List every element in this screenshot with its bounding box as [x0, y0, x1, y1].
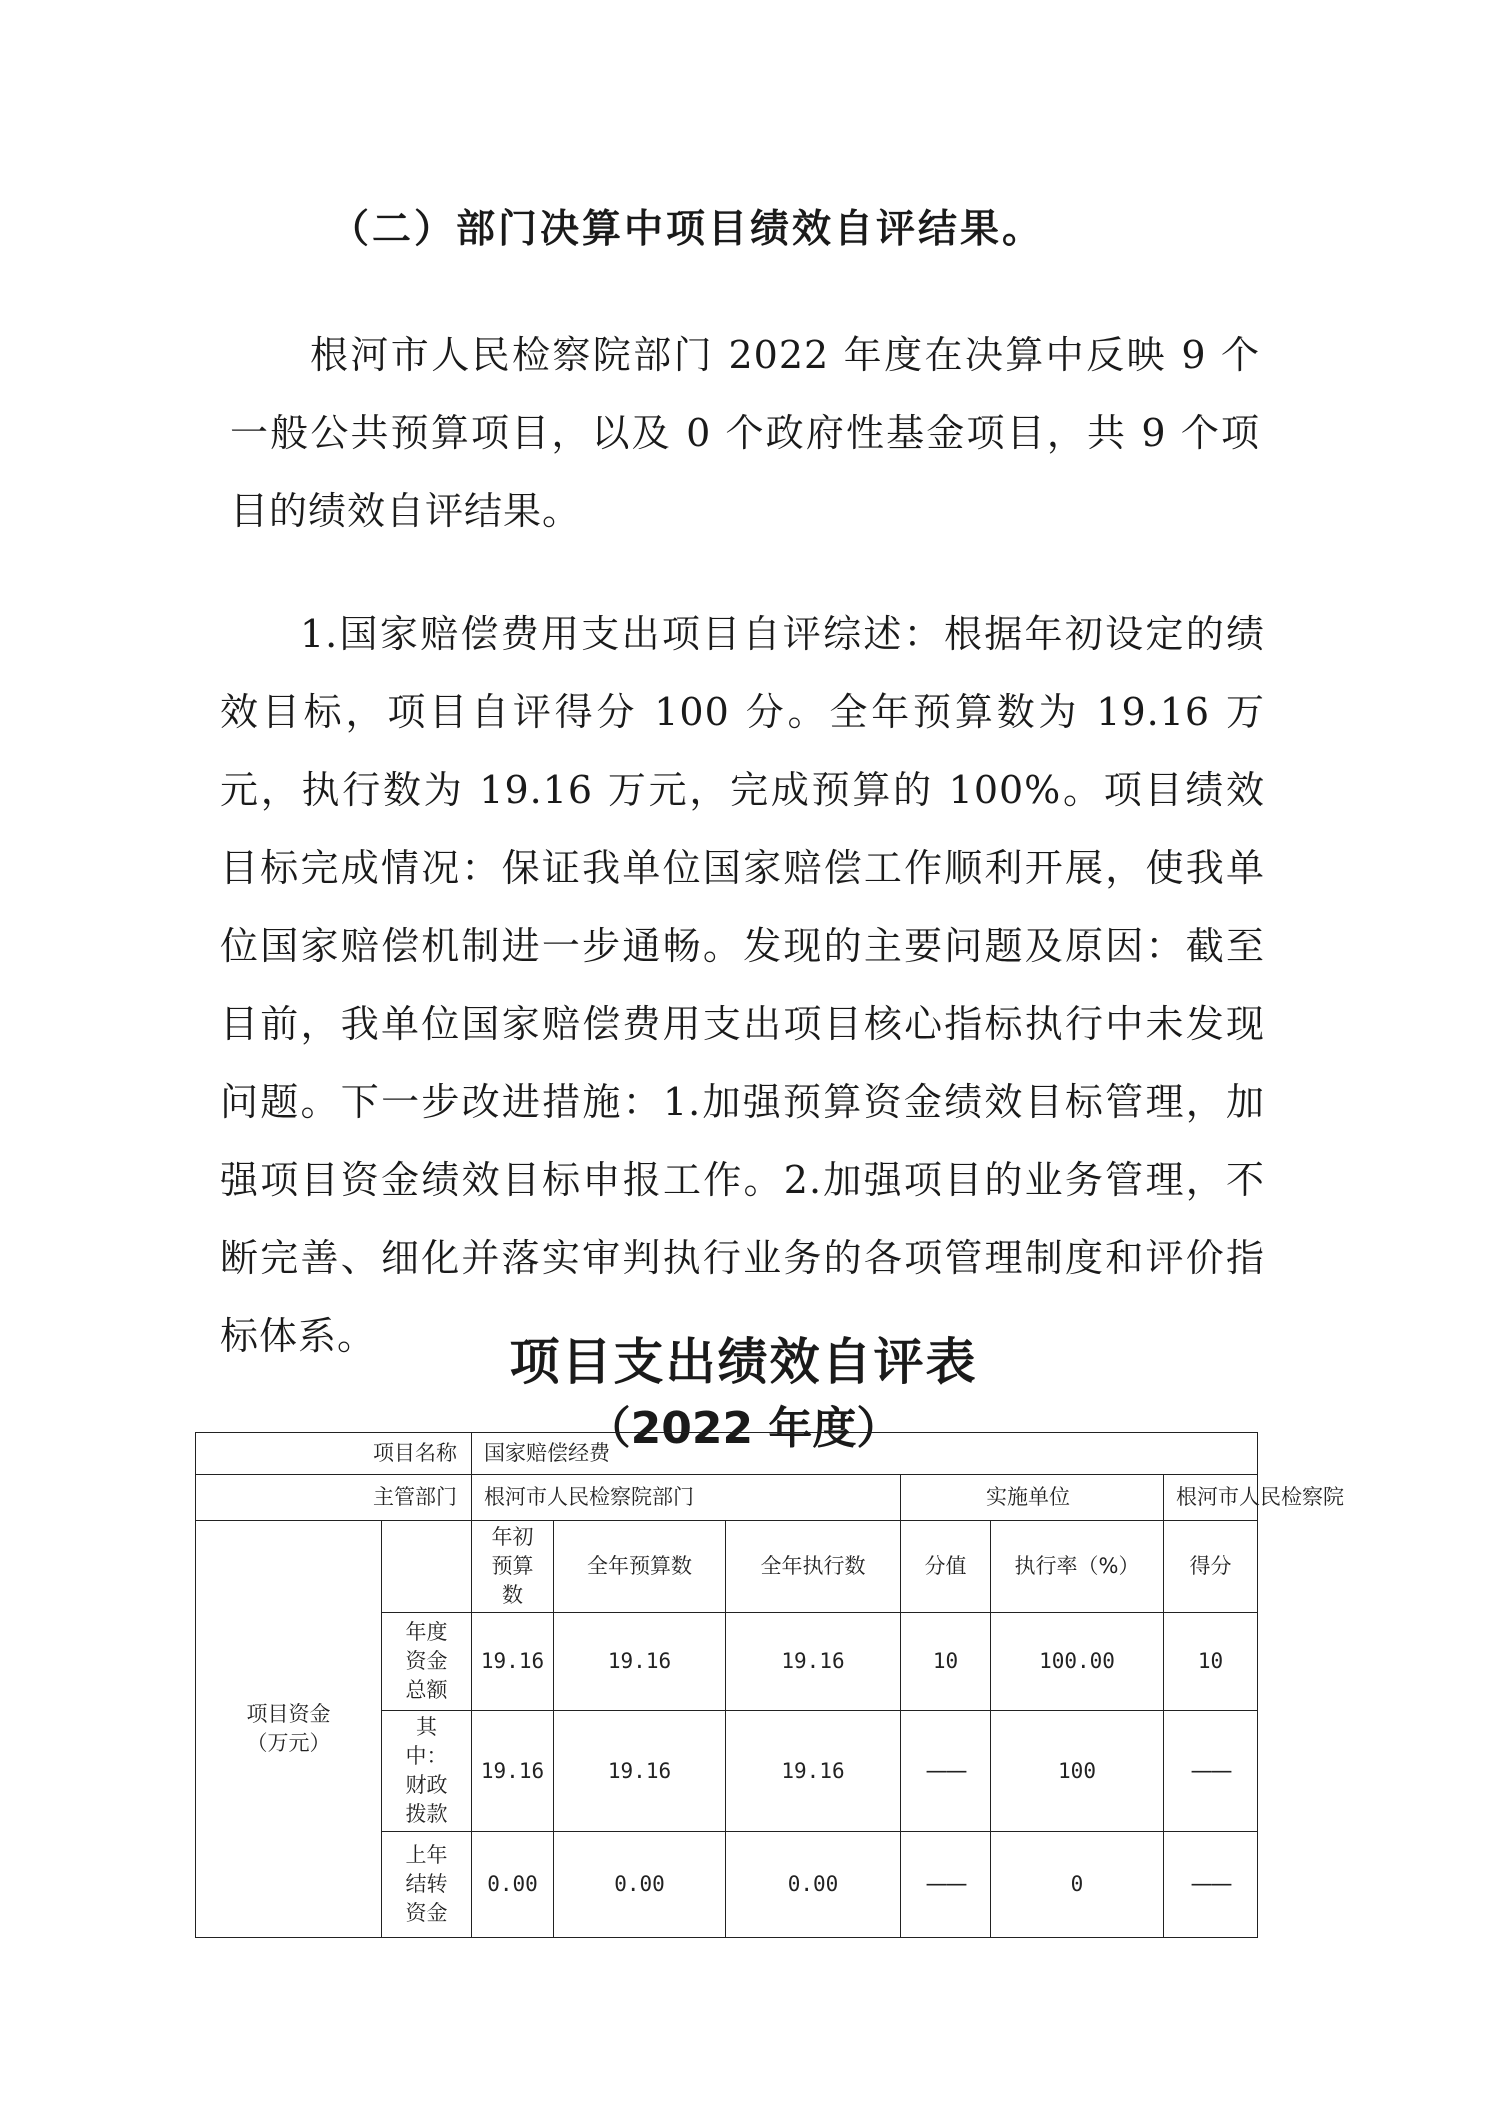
dept-value: 根河市人民检察院部门	[472, 1475, 901, 1521]
table-subtitle: （2022 年度）	[586, 1403, 901, 1454]
funds-label: 项目资金 （万元）	[196, 1521, 382, 1938]
cell-annual: 19.16	[554, 1711, 726, 1832]
row-label: 其 中： 财政 拨款	[382, 1711, 472, 1832]
table-row	[196, 1521, 1258, 1613]
header-initial-budget: 年初 预算 数	[472, 1521, 554, 1613]
dept-label: 主管部门	[196, 1475, 472, 1521]
cell-initial: 0.00	[472, 1832, 554, 1938]
cell-weight: ——	[901, 1832, 991, 1938]
cell-score: ——	[1164, 1711, 1258, 1832]
cell-annual: 0.00	[554, 1832, 726, 1938]
cell-weight: ——	[901, 1711, 991, 1832]
header-annual-budget: 全年预算数	[554, 1521, 726, 1613]
row-label: 年度 资金 总额	[382, 1613, 472, 1711]
cell-initial: 19.16	[472, 1711, 554, 1832]
header-exec-rate: 执行率（%）	[991, 1521, 1164, 1613]
impl-value: 根河市人民检察院	[1164, 1475, 1258, 1521]
cell-rate: 0	[991, 1832, 1164, 1938]
cell-rate: 100	[991, 1711, 1164, 1832]
cell-initial: 19.16	[472, 1613, 554, 1711]
cell-annual: 19.16	[554, 1613, 726, 1711]
cell-rate: 100.00	[991, 1613, 1164, 1711]
project-name-label: 项目名称	[196, 1433, 472, 1475]
section-heading: （二）部门决算中项目绩效自评结果。	[330, 207, 1045, 252]
intro-paragraph: 根河市人民检察院部门 2022 年度在决算中反映 9 个一般公共预算项目，以及 0 个政府性基金项目，共 9 个项目的绩效自评结果。	[230, 333, 1260, 533]
row-label: 上年 结转 资金	[382, 1832, 472, 1938]
header-annual-exec: 全年执行数	[726, 1521, 901, 1613]
table-row	[196, 1475, 1258, 1521]
impl-label: 实施单位	[901, 1475, 1164, 1521]
cell-score: ——	[1164, 1832, 1258, 1938]
header-score: 得分	[1164, 1521, 1258, 1613]
table-title: 项目支出绩效自评表	[509, 1333, 978, 1391]
project-name-value: 国家赔偿经费	[472, 1433, 1258, 1475]
performance-table	[195, 1432, 1344, 1938]
cell-exec: 19.16	[726, 1613, 901, 1711]
item1-paragraph: 1.国家赔偿费用支出项目自评综述：根据年初设定的绩效目标，项目自评得分 100 分。全年预算数为 19.16 万元，执行数为 19.16 万元，完成预算的 100%。项目绩效目标完成情况：保证我单位国家赔偿工作顺利开展，使我单位国家赔偿机制进一步通畅。发现的主要问题及原因：截至目前，我单位国家赔偿费用支出项目核心指标执行中未发现问题。下一步改进措施：1.加强预算资金绩效目标管理，加强项目资金绩效目标申报工作。2.加强项目的业务管理，不断完善、细化并落实审判执行业务的各项管理制度和评价指标体系。	[220, 612, 1265, 1358]
cell-score: 10	[1164, 1613, 1258, 1711]
header-weight: 分值	[901, 1521, 991, 1613]
blank-header-cell	[382, 1521, 472, 1613]
cell-weight: 10	[901, 1613, 991, 1711]
table-row	[196, 1433, 1258, 1475]
cell-exec: 0.00	[726, 1832, 901, 1938]
cell-exec: 19.16	[726, 1711, 901, 1832]
